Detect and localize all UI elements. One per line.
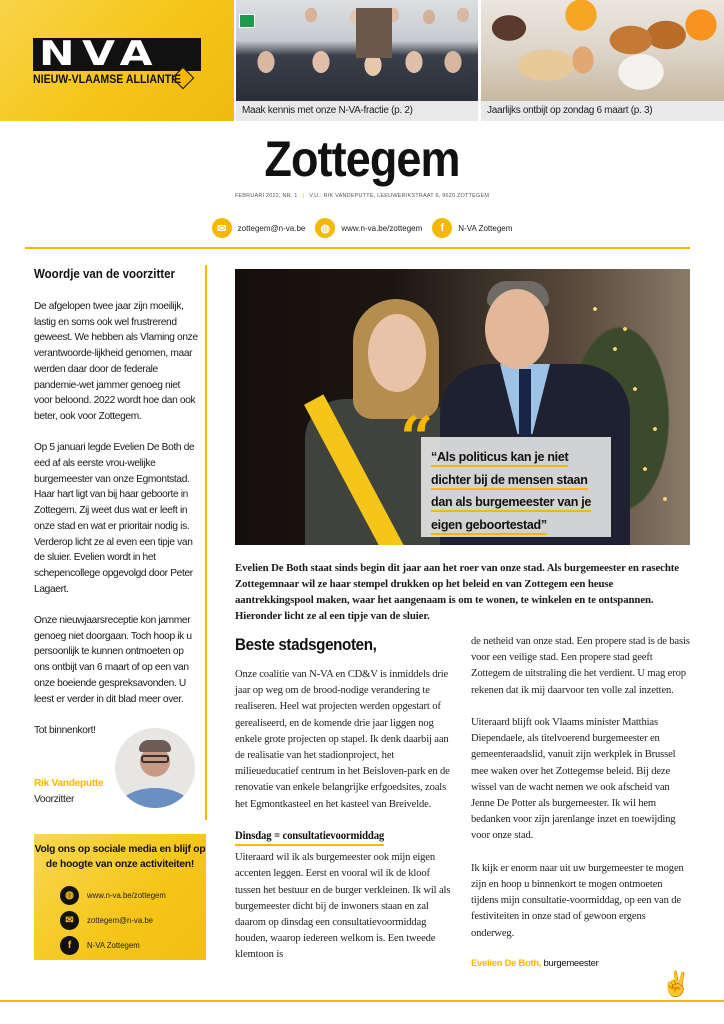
divider-top — [25, 247, 690, 249]
article-subhead: Dinsdag = consultatievoormiddag — [235, 828, 384, 846]
chairman-role: Voorzitter — [34, 793, 75, 805]
social-website[interactable] — [60, 886, 166, 905]
contact-email-label: zottegem@n-va.be — [237, 223, 306, 233]
nva-logo[interactable] — [33, 34, 201, 74]
article-intro: Evelien De Both staat sinds begin dit jaar aan het roer van onze stad. Als burgemeester en rasechte Zottegemnaar wil ze haar stempel drukken op het beleid en van Zottegem een heuse aantrekkingspool maken, waar het aangenaam is om te wonen, te winkelen en te ontspannen. Hieronder licht ze al een tipje van de sluier. — [235, 562, 679, 622]
mayor-photo — [235, 269, 690, 545]
quote-line: eigen geboortestad” — [431, 518, 547, 535]
meta-separator: | — [302, 193, 305, 199]
mail-icon: ✉ — [60, 911, 79, 930]
chairman-signature — [34, 776, 103, 807]
article-paragraph: de netheid van onze stad. Een propere stad is de basis voor een veilige stad. Een propere stad geeft Zottegem de uitstraling die het verdient. U mag erop rekenen dat ik mij daarvoor ten volle zal inzetten. — [471, 636, 690, 696]
globe-icon: ◍ — [60, 886, 79, 905]
publisher-info: V.U.: RIK VANDEPUTTE, LEEUWERIKSTRAAT 6, 9620 ZOTTEGEM — [309, 193, 490, 199]
article-body-left — [235, 667, 455, 964]
avatar-hair — [139, 740, 171, 752]
logo-panel — [0, 0, 234, 121]
chairman-name: Rik Vandeputte — [34, 778, 104, 789]
quote-line: “Als politicus kan je niet — [431, 450, 568, 467]
social-website-label: www.n-va.be/zottegem — [87, 891, 166, 900]
woman-face — [368, 314, 426, 392]
social-media-box — [34, 834, 206, 960]
signoff-name: Evelien De Both, — [471, 958, 542, 970]
masthead-title: Zottegem — [264, 131, 460, 187]
pull-quote-text — [431, 446, 606, 536]
article-column-right — [471, 634, 691, 969]
contact-website[interactable] — [315, 218, 422, 238]
contact-facebook[interactable] — [432, 218, 512, 238]
article-title: Beste stadsgenoten, — [235, 636, 377, 654]
breakfast-photo[interactable] — [481, 0, 724, 101]
facebook-icon: f — [60, 936, 79, 955]
article-body-right — [471, 634, 691, 942]
logo-wordmark: NVA — [39, 34, 160, 74]
article-paragraph: Ik kijk er enorm naar uit uw burgemeester te mogen zijn en hoop u binnenkort te mogen ontmoeten tijdens mijn consultatie-voormiddag, op een van de festiviteiten in onze stad of gewoon ergens onderweg. — [471, 862, 684, 939]
divider-bottom — [0, 1000, 724, 1002]
article-paragraph: Onze coalitie van N-VA en CD&V is inmiddels drie jaar op weg om de brood-nodige verandering te realiseren. Heel wat projecten werden opgestart of gerealiseerd, en de komende drie jaar liggen nog enkele grote projecten op stapel. Ik denk daarbij aan de realisatie van het stadionproject, het milieueducatief centrum in het Beisloven-park en de renovatie van enkele belangrijke erfgoedsites, zoals het Egmontkasteel en het kasteel van Breivelde. — [235, 669, 450, 810]
pull-quote — [421, 437, 611, 537]
sidebar-text — [34, 299, 199, 754]
sidebar-paragraph: Tot binnenkort! — [34, 724, 96, 736]
social-facebook[interactable] — [60, 936, 140, 955]
avatar-glasses — [141, 755, 169, 763]
building-door — [356, 8, 392, 58]
social-email[interactable] — [60, 911, 153, 930]
group-photo-fraction[interactable] — [236, 0, 478, 101]
mail-icon: ✉ — [212, 218, 232, 238]
social-email-label: zottegem@n-va.be — [87, 916, 153, 925]
article-signoff — [471, 958, 691, 969]
sidebar-paragraph: De afgelopen twee jaar zijn moeilijk, lastig en soms ook wel frustrerend geweest. We hebben als Vlaming onze verantwoorde-lijkheid genomen, maar werden daar door de federale pandemie-wet jammer genoeg niet voor beloond. 2022 wordt hoe dan ook beter, ook voor Zottegem. — [34, 301, 198, 422]
chairman-column — [25, 265, 207, 820]
article-column-left — [235, 636, 455, 980]
banner-caption-breakfast[interactable]: Jaarlijks ontbijt op zondag 6 maart (p. 3) — [481, 101, 724, 121]
quote-line: dan als burgemeester van je — [431, 495, 591, 512]
sidebar-title: Woordje van de voorzitter — [34, 267, 176, 281]
banner-caption-fraction[interactable]: Maak kennis met onze N-VA-fractie (p. 2) — [236, 101, 478, 121]
logo-subtitle: NIEUW-VLAAMSE ALLIANTIE — [33, 74, 182, 86]
exit-sign-icon — [239, 14, 255, 28]
contact-facebook-label: N-VA Zottegem — [458, 223, 513, 233]
facebook-icon: f — [432, 218, 452, 238]
issue-number: FEBRUARI 2022, NR. 1 — [234, 193, 298, 199]
masthead-meta — [0, 193, 724, 199]
signoff-role: burgemeester — [543, 958, 599, 970]
sidebar-paragraph: Onze nieuwjaarsreceptie kon jammer genoeg niet doorgaan. Toch hoop ik u persoonlijk te kunnen ontmoeten op ons ontbijt van 6 maart of op een van onze boeiende gespreksavonden. U leest er verder in dit blad meer over. — [34, 615, 192, 705]
social-title: Volg ons op sociale media en blijf op de hoogte van onze activiteiten! — [34, 844, 206, 870]
article-paragraph: Uiteraard blijft ook Vlaams minister Matthias Diependaele, als titelvoerend burgemeester en gemeenteraadslid, vanuit zijn werkplek in Brussel mee waken over het Zottegemse beleid. Bij deze wissel van de wacht nemen we ook afscheid van Jenne De Potter als burgemeester. Ik wil hem bedanken voor zijn jarenlange inzet en toewijding voor onze stad. — [471, 717, 676, 842]
article-paragraph: Uiteraard wil ik als burgemeester ook mijn eigen accenten leggen. Eerst en vooral wil ik de kloof tussen het bestuur en de burger verkleinen. Ik wil als burgemeester dicht bij de inwoners staan en zal daarom op dinsdag een consultatievoormiddag houden, waarop iedereen welkom is. Een tweede klemtoon is — [235, 852, 451, 961]
globe-icon: ◍ — [315, 218, 335, 238]
quote-line: dichter bij de mensen staan — [431, 473, 588, 490]
sidebar-paragraph: Op 5 januari legde Evelien De Both de eed af als eerste vrou-welijke burgemeester van onze Egmontstad. Haar hart ligt van bij haar geboorte in Zottegem. Zij weet dus wat er leeft in onze stad en wat er prioritair nodig is. Verderop licht ze al even een tipje van de sluier. Evelien wordt in het schepencollege opgevolgd door Peter Lagaert. — [34, 442, 195, 595]
quote-mark-icon: “ — [400, 404, 434, 472]
man-face — [485, 289, 549, 369]
contact-email[interactable] — [212, 218, 306, 238]
chairman-avatar — [115, 728, 195, 808]
peace-hand-icon: ✌ — [661, 971, 691, 998]
social-facebook-label: N-VA Zottegem — [87, 941, 140, 950]
contact-row — [0, 217, 724, 239]
contact-website-label: www.n-va.be/zottegem — [341, 223, 423, 233]
